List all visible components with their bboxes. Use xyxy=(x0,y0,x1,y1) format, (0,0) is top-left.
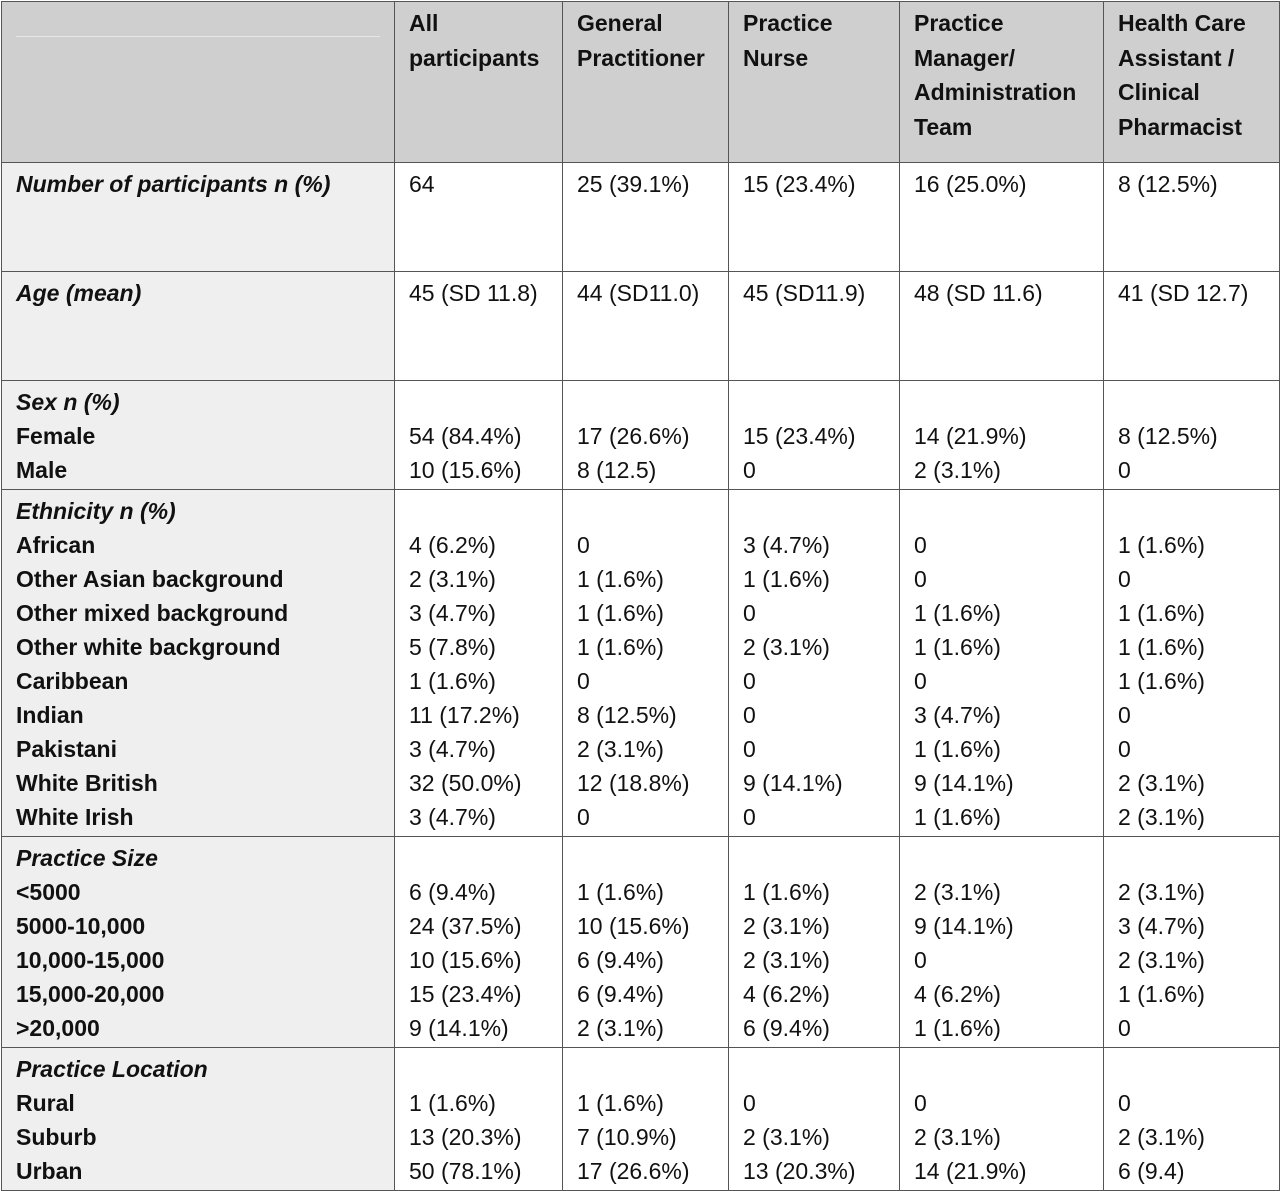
cell-value: 5 (7.8%) xyxy=(409,634,496,660)
header-hca-pharmacist: Health Care Assistant / Clinical Pharmacist xyxy=(1104,2,1280,163)
cell-value: 0 xyxy=(743,736,756,762)
row-label: Suburb xyxy=(16,1124,97,1150)
section-value-cell xyxy=(563,490,729,837)
row-label: African xyxy=(16,532,96,558)
cell-value: 2 (3.1%) xyxy=(1118,947,1205,973)
cell-value: 14 (21.9%) xyxy=(914,423,1027,449)
table-row-number-of-participants xyxy=(2,163,1280,272)
section-value-cell xyxy=(729,381,900,490)
cell-value: 2 (3.1%) xyxy=(914,457,1001,483)
cell-value: 2 (3.1%) xyxy=(1118,1124,1205,1150)
header-row xyxy=(2,2,1280,163)
cell-value: 3 (4.7%) xyxy=(409,736,496,762)
cell-value: 3 (4.7%) xyxy=(409,600,496,626)
cell-value: 0 xyxy=(743,1090,756,1116)
cell-value: 0 xyxy=(914,1090,927,1116)
cell-value: 1 (1.6%) xyxy=(577,566,664,592)
cell-value: 41 (SD 12.7) xyxy=(1104,272,1280,381)
section-label-cell xyxy=(2,381,395,490)
cell-value: 0 xyxy=(577,532,590,558)
cell-value: 2 (3.1%) xyxy=(914,1124,1001,1150)
cell-value: 9 (14.1%) xyxy=(914,913,1014,939)
cell-value: 1 (1.6%) xyxy=(577,1090,664,1116)
row-label: <5000 xyxy=(16,879,81,905)
cell-value: 0 xyxy=(914,668,927,694)
table-row-age xyxy=(2,272,1280,381)
blank-line xyxy=(577,841,724,875)
blank-line xyxy=(743,385,895,419)
cell-value: 0 xyxy=(914,566,927,592)
cell-value: 17 (26.6%) xyxy=(577,1158,690,1184)
cell-value: 2 (3.1%) xyxy=(1118,804,1205,830)
section-title: Sex n (%) xyxy=(16,389,120,415)
section-value-cell xyxy=(395,381,563,490)
cell-value: 25 (39.1%) xyxy=(563,163,729,272)
row-label: >20,000 xyxy=(16,1015,100,1041)
cell-value: 45 (SD11.9) xyxy=(729,272,900,381)
cell-value: 13 (20.3%) xyxy=(409,1124,522,1150)
blank-line xyxy=(577,385,724,419)
cell-value: 0 xyxy=(743,702,756,728)
header-practice-nurse: Practice Nurse xyxy=(729,2,900,163)
cell-value: 2 (3.1%) xyxy=(577,1015,664,1041)
blank-line xyxy=(409,494,558,528)
cell-value: 8 (12.5%) xyxy=(1104,163,1280,272)
row-label: White British xyxy=(16,770,158,796)
blank-line xyxy=(1118,494,1275,528)
cell-value: 17 (26.6%) xyxy=(577,423,690,449)
cell-value: 0 xyxy=(577,668,590,694)
row-label: Male xyxy=(16,457,68,483)
header-corner-cell xyxy=(2,2,395,163)
cell-value: 2 (3.1%) xyxy=(409,566,496,592)
cell-value: 64 xyxy=(395,163,563,272)
cell-value: 1 (1.6%) xyxy=(1118,532,1205,558)
row-label: Other mixed background xyxy=(16,600,289,626)
cell-value: 1 (1.6%) xyxy=(914,736,1001,762)
section-value-cell xyxy=(1104,381,1280,490)
cell-value: 3 (4.7%) xyxy=(743,532,830,558)
row-label: Female xyxy=(16,423,96,449)
section-label-cell xyxy=(2,1048,395,1191)
blank-line xyxy=(1118,1052,1275,1086)
cell-value: 14 (21.9%) xyxy=(914,1158,1027,1184)
cell-value: 16 (25.0%) xyxy=(900,163,1104,272)
section-value-cell xyxy=(395,837,563,1048)
cell-value: 2 (3.1%) xyxy=(1118,770,1205,796)
row-label: Indian xyxy=(16,702,84,728)
blank-line xyxy=(914,385,1099,419)
blank-line xyxy=(914,841,1099,875)
cell-value: 44 (SD11.0) xyxy=(563,272,729,381)
cell-value: 12 (18.8%) xyxy=(577,770,690,796)
cell-value: 1 (1.6%) xyxy=(1118,634,1205,660)
cell-value: 54 (84.4%) xyxy=(409,423,522,449)
cell-value: 2 (3.1%) xyxy=(743,634,830,660)
blank-line xyxy=(1118,385,1275,419)
cell-value: 0 xyxy=(1118,736,1131,762)
row-label: 5000-10,000 xyxy=(16,913,146,939)
cell-value: 48 (SD 11.6) xyxy=(900,272,1104,381)
section-value-cell xyxy=(563,837,729,1048)
section-value-cell xyxy=(900,381,1104,490)
cell-value: 0 xyxy=(577,804,590,830)
row-label: White Irish xyxy=(16,804,134,830)
row-label: Pakistani xyxy=(16,736,117,762)
cell-value: 1 (1.6%) xyxy=(914,1015,1001,1041)
cell-value: 1 (1.6%) xyxy=(577,600,664,626)
section-value-cell xyxy=(729,837,900,1048)
blank-line xyxy=(914,494,1099,528)
cell-value: 1 (1.6%) xyxy=(914,804,1001,830)
row-label: 10,000-15,000 xyxy=(16,947,165,973)
blank-line xyxy=(743,841,895,875)
cell-value: 2 (3.1%) xyxy=(577,736,664,762)
cell-value: 15 (23.4%) xyxy=(729,163,900,272)
cell-value: 3 (4.7%) xyxy=(914,702,1001,728)
blank-line xyxy=(577,494,724,528)
cell-value: 15 (23.4%) xyxy=(409,981,522,1007)
cell-value: 24 (37.5%) xyxy=(409,913,522,939)
cell-value: 4 (6.2%) xyxy=(743,981,830,1007)
cell-value: 1 (1.6%) xyxy=(914,634,1001,660)
cell-value: 0 xyxy=(1118,457,1131,483)
header-practice-manager: Practice Manager/ Administration Team xyxy=(900,2,1104,163)
cell-value: 3 (4.7%) xyxy=(1118,913,1205,939)
blank-line xyxy=(409,1052,558,1086)
section-value-cell xyxy=(900,490,1104,837)
section-value-cell xyxy=(563,381,729,490)
table-section-row xyxy=(2,1048,1280,1191)
section-value-cell xyxy=(900,1048,1104,1191)
section-label-cell xyxy=(2,837,395,1048)
row-label: 15,000-20,000 xyxy=(16,981,165,1007)
section-title: Practice Size xyxy=(16,845,158,871)
cell-value: 2 (3.1%) xyxy=(743,1124,830,1150)
cell-value: 10 (15.6%) xyxy=(409,947,522,973)
cell-value: 1 (1.6%) xyxy=(409,668,496,694)
row-label: Number of participants n (%) xyxy=(2,163,395,272)
cell-value: 2 (3.1%) xyxy=(1118,879,1205,905)
section-title: Practice Location xyxy=(16,1056,208,1082)
cell-value: 8 (12.5%) xyxy=(577,702,677,728)
cell-value: 32 (50.0%) xyxy=(409,770,522,796)
table-section-row xyxy=(2,381,1280,490)
cell-value: 15 (23.4%) xyxy=(743,423,856,449)
cell-value: 6 (9.4%) xyxy=(743,1015,830,1041)
cell-value: 1 (1.6%) xyxy=(1118,668,1205,694)
table-section-row xyxy=(2,490,1280,837)
row-label: Age (mean) xyxy=(2,272,395,381)
cell-value: 1 (1.6%) xyxy=(743,566,830,592)
cell-value: 45 (SD 11.8) xyxy=(395,272,563,381)
blank-line xyxy=(743,494,895,528)
blank-line xyxy=(577,1052,724,1086)
cell-value: 1 (1.6%) xyxy=(1118,600,1205,626)
cell-value: 2 (3.1%) xyxy=(743,947,830,973)
section-value-cell xyxy=(1104,490,1280,837)
cell-value: 0 xyxy=(743,804,756,830)
section-value-cell xyxy=(1104,1048,1280,1191)
cell-value: 6 (9.4%) xyxy=(577,981,664,1007)
blank-line xyxy=(1118,841,1275,875)
section-value-cell xyxy=(729,490,900,837)
cell-value: 8 (12.5%) xyxy=(1118,423,1218,449)
cell-value: 50 (78.1%) xyxy=(409,1158,522,1184)
section-value-cell xyxy=(900,837,1104,1048)
cell-value: 7 (10.9%) xyxy=(577,1124,677,1150)
cell-value: 0 xyxy=(1118,1015,1131,1041)
row-label: Caribbean xyxy=(16,668,129,694)
table-body xyxy=(2,163,1280,1191)
cell-value: 4 (6.2%) xyxy=(914,981,1001,1007)
header-all-participants: All participants xyxy=(395,2,563,163)
blank-line xyxy=(409,841,558,875)
cell-value: 4 (6.2%) xyxy=(409,532,496,558)
section-value-cell xyxy=(1104,837,1280,1048)
row-label: Rural xyxy=(16,1090,75,1116)
table-section-row xyxy=(2,837,1280,1048)
participant-characteristics-table xyxy=(1,1,1280,1191)
cell-value: 0 xyxy=(914,532,927,558)
cell-value: 8 (12.5) xyxy=(577,457,657,483)
section-title: Ethnicity n (%) xyxy=(16,498,176,524)
cell-value: 13 (20.3%) xyxy=(743,1158,856,1184)
cell-value: 1 (1.6%) xyxy=(1118,981,1205,1007)
cell-value: 9 (14.1%) xyxy=(914,770,1014,796)
blank-line xyxy=(743,1052,895,1086)
cell-value: 0 xyxy=(1118,702,1131,728)
row-label: Other white background xyxy=(16,634,281,660)
cell-value: 10 (15.6%) xyxy=(409,457,522,483)
cell-value: 0 xyxy=(743,600,756,626)
cell-value: 6 (9.4%) xyxy=(577,947,664,973)
section-value-cell xyxy=(395,1048,563,1191)
cell-value: 2 (3.1%) xyxy=(743,913,830,939)
section-label-cell xyxy=(2,490,395,837)
cell-value: 6 (9.4%) xyxy=(409,879,496,905)
blank-line xyxy=(409,385,558,419)
cell-value: 1 (1.6%) xyxy=(914,600,1001,626)
cell-value: 10 (15.6%) xyxy=(577,913,690,939)
cell-value: 2 (3.1%) xyxy=(914,879,1001,905)
row-label: Urban xyxy=(16,1158,83,1184)
section-value-cell xyxy=(395,490,563,837)
blank-line xyxy=(914,1052,1099,1086)
cell-value: 9 (14.1%) xyxy=(409,1015,509,1041)
cell-value: 0 xyxy=(1118,1090,1131,1116)
cell-value: 11 (17.2%) xyxy=(409,702,520,728)
section-value-cell xyxy=(563,1048,729,1191)
cell-value: 9 (14.1%) xyxy=(743,770,843,796)
cell-value: 1 (1.6%) xyxy=(577,879,664,905)
cell-value: 0 xyxy=(743,457,756,483)
cell-value: 3 (4.7%) xyxy=(409,804,496,830)
cell-value: 1 (1.6%) xyxy=(577,634,664,660)
cell-value: 6 (9.4) xyxy=(1118,1158,1185,1184)
section-value-cell xyxy=(729,1048,900,1191)
cell-value: 0 xyxy=(1118,566,1131,592)
row-label: Other Asian background xyxy=(16,566,284,592)
cell-value: 1 (1.6%) xyxy=(409,1090,496,1116)
cell-value: 0 xyxy=(743,668,756,694)
cell-value: 1 (1.6%) xyxy=(743,879,830,905)
header-general-practitioner: General Practitioner xyxy=(563,2,729,163)
cell-value: 0 xyxy=(914,947,927,973)
